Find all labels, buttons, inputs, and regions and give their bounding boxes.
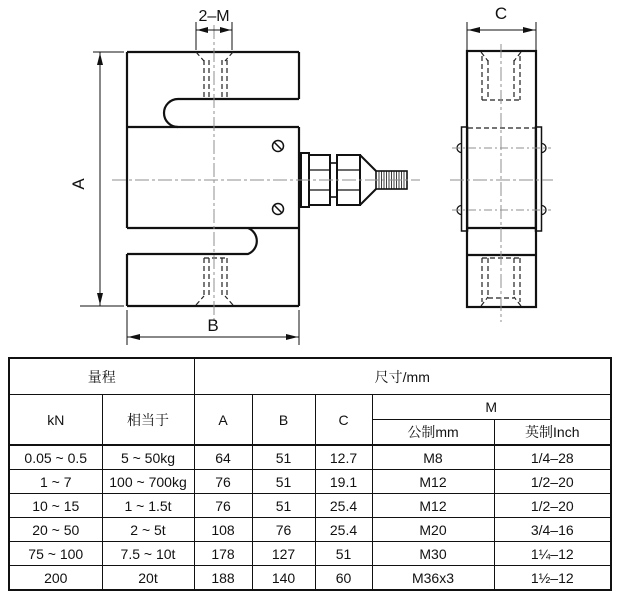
dim-a-label: A: [69, 178, 88, 190]
cell-kn: 10 ~ 15: [9, 494, 102, 518]
table-row: [9, 518, 611, 542]
cell-inch: 3/4–16: [494, 518, 611, 542]
cell-b: 51: [252, 445, 315, 470]
cell-kn: 0.05 ~ 0.5: [9, 445, 102, 470]
screw-slot: [275, 143, 282, 150]
cell-inch: 1/4–28: [494, 445, 611, 470]
cell-c: 19.1: [315, 470, 372, 494]
cover-screws: [273, 141, 284, 215]
cell-equiv: 1 ~ 1.5t: [102, 494, 194, 518]
cell-metric: M12: [372, 494, 494, 518]
spec-table: [8, 357, 612, 591]
dim-2m-label: 2–M: [198, 8, 230, 25]
cell-inch: 1/2–20: [494, 470, 611, 494]
lower-slot: [127, 228, 257, 254]
cell-kn: 1 ~ 7: [9, 470, 102, 494]
cell-c: 25.4: [315, 494, 372, 518]
cell-a: 76: [194, 470, 252, 494]
header-equiv: 相当于: [102, 395, 194, 446]
header-m: M: [372, 395, 611, 420]
cell-metric: M8: [372, 445, 494, 470]
header-c: C: [315, 395, 372, 446]
cell-metric: M30: [372, 542, 494, 566]
cell-metric: M12: [372, 470, 494, 494]
table-row: [9, 445, 611, 470]
side-view-drawing: [450, 22, 553, 322]
header-dims: 尺寸/mm: [194, 358, 611, 395]
dim-b-label: B: [207, 316, 219, 335]
cell-a: 178: [194, 542, 252, 566]
cell-c: 60: [315, 566, 372, 591]
cell-b: 127: [252, 542, 315, 566]
cell-c: 12.7: [315, 445, 372, 470]
table-row: [9, 566, 611, 591]
upper-threaded-hole: [204, 60, 227, 97]
cell-inch: 1½–12: [494, 566, 611, 591]
cell-metric: M36x3: [372, 566, 494, 591]
screw-slot: [275, 206, 282, 213]
cell-a: 76: [194, 494, 252, 518]
header-range: 量程: [9, 358, 194, 395]
lower-threaded-hole: [204, 258, 227, 297]
cell-equiv: 5 ~ 50kg: [102, 445, 194, 470]
dim-c-label: C: [494, 4, 508, 23]
cell-b: 140: [252, 566, 315, 591]
cell-kn: 75 ~ 100: [9, 542, 102, 566]
header-inch: 英制Inch: [494, 420, 611, 446]
cell-a: 188: [194, 566, 252, 591]
cell-a: 108: [194, 518, 252, 542]
header-b: B: [252, 395, 315, 446]
cell-kn: 200: [9, 566, 102, 591]
cell-b: 76: [252, 518, 315, 542]
cell-equiv: 2 ~ 5t: [102, 518, 194, 542]
cell-inch: 1¼–12: [494, 542, 611, 566]
cell-equiv: 100 ~ 700kg: [102, 470, 194, 494]
header-metric: 公制mm: [372, 420, 494, 446]
table-row: [9, 470, 611, 494]
table-row: [9, 542, 611, 566]
cell-kn: 20 ~ 50: [9, 518, 102, 542]
cell-c: 25.4: [315, 518, 372, 542]
cell-metric: M20: [372, 518, 494, 542]
header-kn: kN: [9, 395, 102, 446]
cell-inch: 1/2–20: [494, 494, 611, 518]
upper-slot: [164, 99, 299, 127]
cell-b: 51: [252, 494, 315, 518]
cell-equiv: 7.5 ~ 10t: [102, 542, 194, 566]
cell-equiv: 20t: [102, 566, 194, 591]
front-view-drawing: [80, 22, 420, 345]
cell-b: 51: [252, 470, 315, 494]
header-a: A: [194, 395, 252, 446]
cell-a: 64: [194, 445, 252, 470]
spec-table-container: [8, 357, 614, 591]
table-row: [9, 494, 611, 518]
cell-c: 51: [315, 542, 372, 566]
